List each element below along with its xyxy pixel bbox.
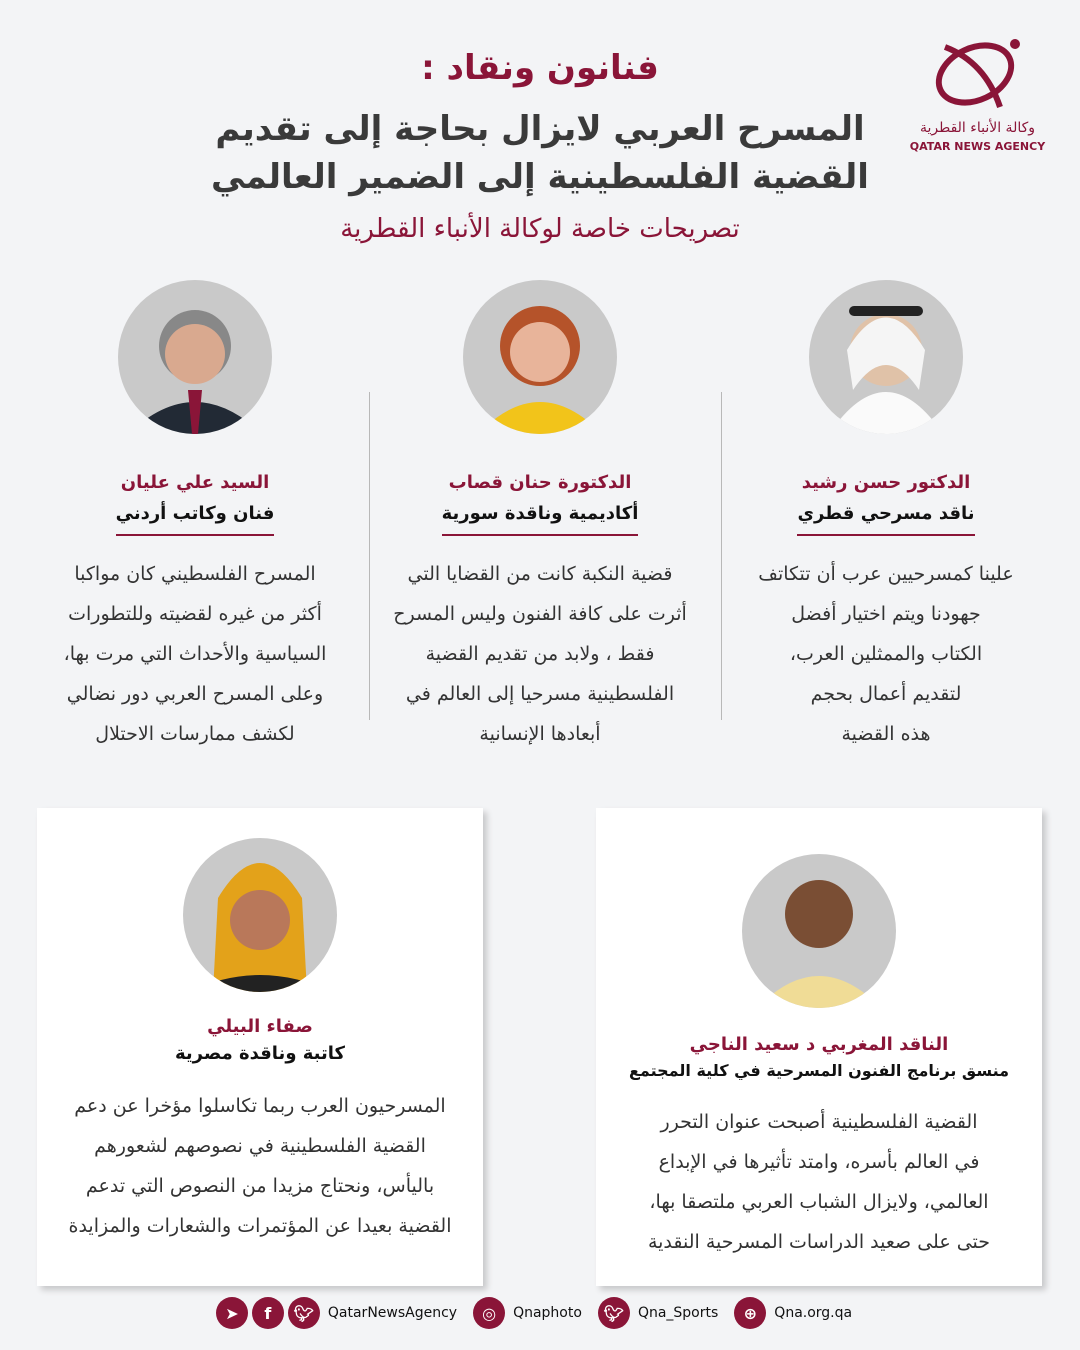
quote-line: السياسية والأحداث التي مرت بها، (63, 643, 327, 665)
quote-line: باليأس، ونحتاج مزيدا من النصوص التي تدعم (85, 1175, 435, 1197)
person-ali-alayan (30, 280, 360, 754)
quote-line: وعلى المسرح العربي دور نضالي (66, 683, 324, 705)
person-hassan-rashid (721, 280, 1051, 754)
quote-line: أثرت على كافة الفنون وليس المسرح (393, 603, 687, 625)
quote-line: الفلسطينية مسرحيا إلى العالم في (405, 683, 675, 705)
quote-line: لكشف ممارسات الاحتلال (95, 723, 295, 745)
headline (160, 105, 920, 201)
twitter-icon[interactable]: 🐦︎ (598, 1297, 630, 1329)
quote-line: أكثر من غيره لقضيته وللتطورات (68, 603, 322, 625)
person-role: أكاديمية وناقدة سورية (442, 503, 639, 536)
avatar (742, 854, 896, 1008)
quote-line: جهودنا ويتم اختيار أفضل (791, 603, 981, 625)
quote-line: فقط ، ولابد من تقديم القضية (425, 643, 655, 665)
avatar (183, 838, 337, 992)
person-hanan-kassab (375, 280, 705, 754)
card-said-naji (596, 808, 1042, 1286)
globe-icon[interactable]: ⊕ (734, 1297, 766, 1329)
person-role: ناقد مسرحي قطري (797, 503, 974, 536)
footer-social (0, 1295, 1080, 1331)
person-photo-icon (183, 838, 337, 992)
person-photo-icon (118, 280, 272, 434)
website-link[interactable]: Qna.org.qa (774, 1305, 853, 1321)
avatar (809, 280, 963, 434)
logo-arabic: وكالة الأنباء القطرية (919, 120, 1036, 136)
quote (37, 1086, 483, 1246)
quote-line: لتقديم أعمال بحجم (810, 683, 962, 705)
person-name: الدكتور حسن رشيد (801, 472, 971, 493)
quote-line: القضية الفلسطينية أصبحت عنوان التحرر (660, 1111, 978, 1133)
divider (369, 392, 370, 720)
sports-handle[interactable]: Qna_Sports (637, 1305, 719, 1321)
person-name: الدكتورة حنان قصاب (448, 472, 632, 493)
logo-english: QATAR NEWS AGENCY (909, 140, 1046, 153)
quote (596, 1102, 1042, 1262)
quote (30, 554, 360, 754)
quote-line: هذه القضية (841, 723, 931, 745)
person-role: فنان وكاتب أردني (116, 503, 275, 536)
instagram-handle[interactable]: Qnaphoto (513, 1305, 582, 1321)
quote-line: المسرحيون العرب ربما تكاسلوا مؤخرا عن دعم (74, 1095, 446, 1117)
person-name: السيد علي عليان (120, 472, 270, 493)
person-photo-icon (463, 280, 617, 434)
quote (375, 554, 705, 754)
quote-line: العالمي، ولايزال الشباب العربي ملتصقا بها، (649, 1191, 989, 1213)
social-handle[interactable]: QatarNewsAgency (327, 1305, 458, 1321)
twitter-icon[interactable]: 🐦︎ (288, 1297, 320, 1329)
person-name: صفاء البيلي (207, 1016, 313, 1037)
subtitle: تصريحات خاصة لوكالة الأنباء القطرية (340, 214, 740, 244)
quote-line: المسرح الفلسطيني كان مواكبا (74, 563, 316, 585)
quote-line: أبعادها الإنسانية (479, 723, 601, 745)
telegram-icon[interactable]: ➤ (216, 1297, 248, 1329)
quote-line: علينا كمسرحيين عرب أن تتكاتف (758, 563, 1014, 585)
person-name: الناقد المغربي د سعيد الناجي (689, 1034, 949, 1055)
qna-logo (905, 32, 1050, 157)
person-photo-icon (742, 854, 896, 1008)
qna-emblem-icon (905, 32, 1050, 117)
quote-line: الكتاب والممثلين العرب، (789, 643, 983, 665)
kicker: فنانون ونقاد : (421, 48, 659, 88)
quote-line: قضية النكبة كانت من القضايا التي (407, 563, 673, 585)
instagram-icon[interactable]: ◎ (473, 1297, 505, 1329)
person-photo-icon (809, 280, 963, 434)
quote-line: القضية الفلسطينية في نصوصهم لشعورهم (94, 1135, 426, 1157)
quote-line: في العالم بأسره، وامتد تأثيرها في الإبداع (658, 1151, 980, 1173)
headline-line-1: المسرح العربي لايزال بحاجة إلى تقديم (215, 109, 865, 149)
facebook-icon[interactable]: f (252, 1297, 284, 1329)
avatar (118, 280, 272, 434)
avatar (463, 280, 617, 434)
quote-line: حتى على صعيد الدراسات المسرحية النقدية (647, 1231, 991, 1253)
quote-line: القضية بعيدا عن المؤتمرات والشعارات والمزايدة (68, 1215, 452, 1237)
headline-line-2: القضية الفلسطينية إلى الضمير العالمي (211, 157, 869, 197)
person-role: منسق برنامج الفنون المسرحية في كلية المجتمع (628, 1061, 1010, 1080)
card-safaa-bayli (37, 808, 483, 1286)
person-role: كاتبة وناقدة مصرية (174, 1043, 346, 1064)
quote (721, 554, 1051, 754)
